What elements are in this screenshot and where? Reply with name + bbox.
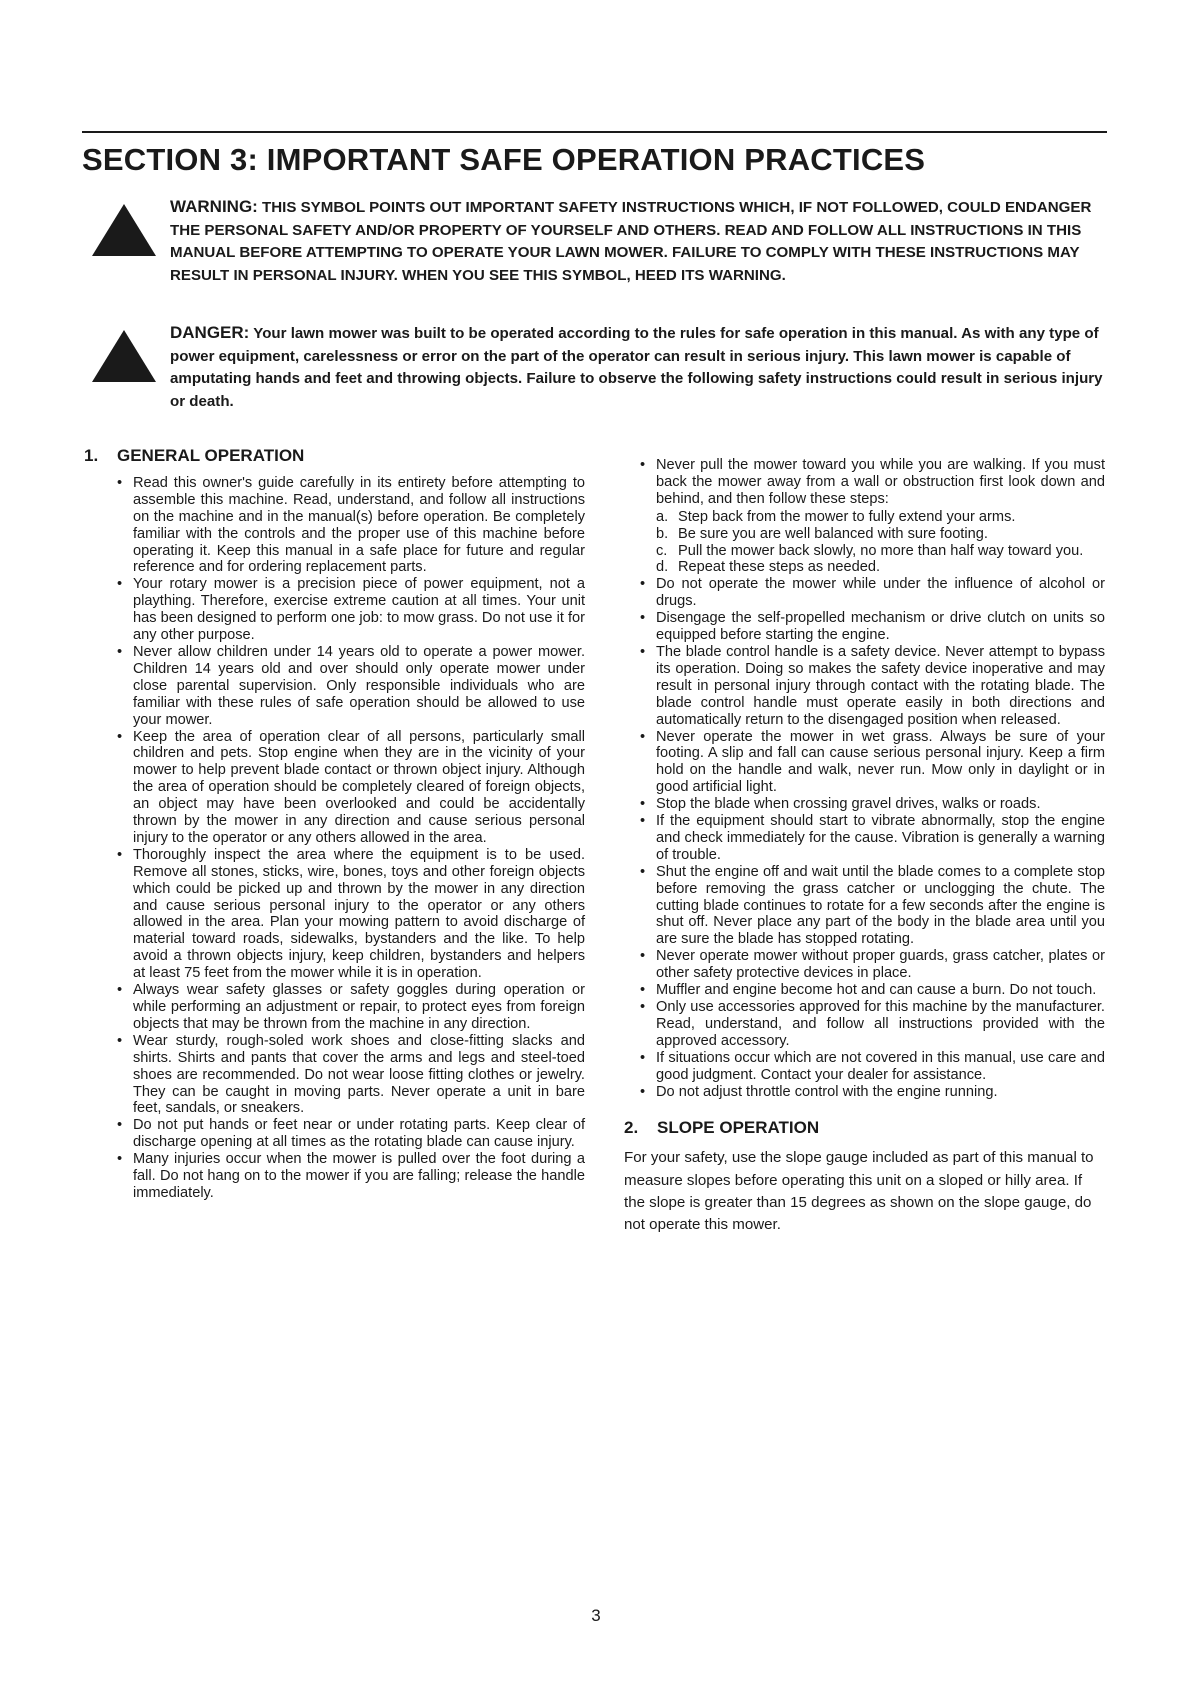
list-item — [640, 457, 1105, 576]
step-item — [656, 526, 1105, 543]
list-item: • Never operate the mower in wet grass. Always be sure of your footing. A slip and fall can cause serious personal injury. Keep a firm hold on the handle and walk, never run. Mow only in daylight or in good artificial light. — [640, 729, 1105, 797]
list-item: • Many injuries occur when the mower is pulled over the foot during a fall. Do not hang on to the mower if you are falling; release the handle immediately. — [117, 1151, 585, 1202]
list-item: • Always wear safety glasses or safety goggles during operation or while performing an adjustment or repair, to protect eyes from foreign objects that may be thrown from the machine in any direction. — [117, 982, 585, 1033]
header-rule — [82, 131, 1107, 133]
step-item — [656, 509, 1105, 526]
warning-triangle-icon — [90, 328, 158, 384]
warning-label: WARNING: — [170, 197, 258, 216]
danger-text — [170, 322, 1110, 413]
danger-notice — [90, 322, 1110, 414]
pull-mower-text: Never pull the mower toward you while you are walking. If you must back the mower away from a wall or obstruction first look down and behind, and then follow these steps: — [656, 457, 1105, 507]
list-item: • If situations occur which are not covered in this manual, use care and good judgment. Contact your dealer for assistance. — [640, 1050, 1105, 1084]
list-item: • Stop the blade when crossing gravel drives, walks or roads. — [640, 796, 1105, 813]
step-label: c. — [656, 542, 668, 559]
danger-label: DANGER: — [170, 323, 250, 342]
list-item: • The blade control handle is a safety device. Never attempt to bypass its operation. Doing so makes the safety device inoperative and may result in personal injury through contact with the rotating blade. The blade control handle must operate easily in both directions and automatically return to the disengaged position when released. — [640, 644, 1105, 729]
slope-section-number: 2. — [624, 1118, 639, 1138]
warning-text — [170, 196, 1110, 287]
step-text: Pull the mower back slowly, no more than half way toward you. — [678, 542, 1084, 559]
list-item: • Thoroughly inspect the area where the equipment is to be used. Remove all stones, sticks, wire, bones, toys and other foreign objects which could be picked up and thrown by the mower in any direction and cause serious personal injury to the operator or any others allowed in the area. Plan your mowing pattern to avoid discharge of material toward roads, sidewalks, bystanders and the like. To help avoid a thrown objects injury, keep children, bystanders and helpers at least 75 feet from the mower while it is in operation. — [117, 847, 585, 982]
warning-notice — [90, 196, 1110, 311]
warning-body: THIS SYMBOL POINTS OUT IMPORTANT SAFETY INSTRUCTIONS WHICH, IF NOT FOLLOWED, COULD ENDANGER THE PERSONAL SAFETY AND/OR PROPERTY OF YOURSELF AND OTHERS. READ AND FOLLOW ALL INSTRUCTIONS IN THIS MANUAL BEFORE ATTEMPTING TO OPERATE YOUR LAWN MOWER. FAILURE TO COMPLY WITH THESE INSTRUCTIONS MAY RESULT IN PERSONAL INJURY. WHEN YOU SEE THIS SYMBOL, HEED ITS WARNING. — [170, 199, 1092, 284]
step-label: d. — [656, 559, 669, 576]
left-column — [84, 446, 585, 1202]
general-left-list — [117, 475, 585, 1202]
right-column — [624, 457, 1105, 1237]
step-text: Step back from the mower to fully extend your arms. — [678, 508, 1016, 525]
list-item: • Read this owner's guide carefully in its entirety before attempting to assemble this machine. Read, understand, and follow all instructions on the machine and in the manual(s) before operation. Be completely familiar with the controls and the proper use of this machine before operating it. Keep this manual in a safe place for future and regular reference and for ordering replacement parts. — [117, 475, 585, 576]
step-label: a. — [656, 508, 669, 525]
list-item: • Never operate mower without proper guards, grass catcher, plates or other safety protective devices in place. — [640, 948, 1105, 982]
list-item: • Do not adjust throttle control with the engine running. — [640, 1084, 1105, 1101]
step-label: b. — [656, 525, 669, 542]
step-item — [656, 559, 1105, 576]
list-item: • Disengage the self-propelled mechanism or drive clutch on units so equipped before starting the engine. — [640, 610, 1105, 644]
step-item — [656, 543, 1105, 560]
warning-triangle-icon — [90, 202, 158, 258]
list-item: • Keep the area of operation clear of all persons, particularly small children and pets. Stop engine when they are in the vicinity of your mower to help prevent blade contact or thrown object injury. Although the area of operation should be completely cleared of foreign objects, an object may have been overlooked and could be accidentally thrown by the mower in any direction and cause serious personal injury to the operator or any others allowed in the area. — [117, 729, 585, 847]
step-text: Be sure you are well balanced with sure footing. — [678, 525, 988, 542]
list-item: • Wear sturdy, rough-soled work shoes and close-fitting slacks and shirts. Shirts and pants that cover the arms and legs and steel-toed shoes are recommended. Do not wear loose fitting clothes or jewelry. They can be caught in moving parts. Never operate a unit in bare feet, sandals, or sneakers. — [117, 1033, 585, 1118]
list-item: • Muffler and engine become hot and can cause a burn. Do not touch. — [640, 982, 1105, 999]
slope-operation-heading — [624, 1120, 1105, 1137]
general-section-title: GENERAL OPERATION — [117, 446, 305, 465]
list-item: • Shut the engine off and wait until the blade comes to a complete stop before removing the grass catcher or unclogging the chute. The cutting blade continues to rotate for a few seconds after the engine is shut off. Never place any part of the body in the blade area until you are sure the blade has stopped rotating. — [640, 864, 1105, 949]
list-item: • If the equipment should start to vibrate abnormally, stop the engine and check immediately for the cause. Vibration is generally a warning of trouble. — [640, 813, 1105, 864]
list-item: • Do not operate the mower while under the influence of alcohol or drugs. — [640, 576, 1105, 610]
step-text: Repeat these steps as needed. — [678, 559, 881, 576]
page-title: SECTION 3: IMPORTANT SAFE OPERATION PRACTICES — [82, 142, 926, 177]
list-item: • Your rotary mower is a precision piece of power equipment, not a plaything. Therefore, exercise extreme caution at all times. Your unit has been designed to perform one job: to mow grass. Do not use it for any other purpose. — [117, 576, 585, 644]
general-section-number: 1. — [84, 446, 99, 465]
slope-section-title: SLOPE OPERATION — [657, 1118, 820, 1138]
general-right-list — [640, 457, 1105, 1100]
slope-operation-text: For your safety, use the slope gauge included as part of this manual to measure slopes before operating this unit on a sloped or hilly area. If the slope is greater than 15 degrees as shown on the slope gauge, do not operate this mower. — [624, 1149, 1094, 1234]
general-operation-heading — [84, 448, 585, 465]
list-item: • Never allow children under 14 years old to operate a power mower. Children 14 years old and over should only operate mower under close parental supervision. Only responsible individuals who are familiar with these rules of safe operation should be allowed to use your mower. — [117, 644, 585, 729]
pull-steps-list — [656, 509, 1105, 577]
page-number: 3 — [591, 1606, 601, 1625]
danger-body: Your lawn mower was built to be operated according to the rules for safe operation in this manual. As with any type of power equipment, carelessness or error on the part of the operator can result in serious injury. This lawn mower is capable of amputating hands and feet and throwing objects. Failure to observe the following safety instructions could result in serious injury or death. — [170, 325, 1103, 410]
list-item: • Only use accessories approved for this machine by the manufacturer. Read, understand, and follow all instructions provided with the approved accessory. — [640, 999, 1105, 1050]
list-item: • Do not put hands or feet near or under rotating parts. Keep clear of discharge opening at all times as the rotating blade can cause injury. — [117, 1117, 585, 1151]
